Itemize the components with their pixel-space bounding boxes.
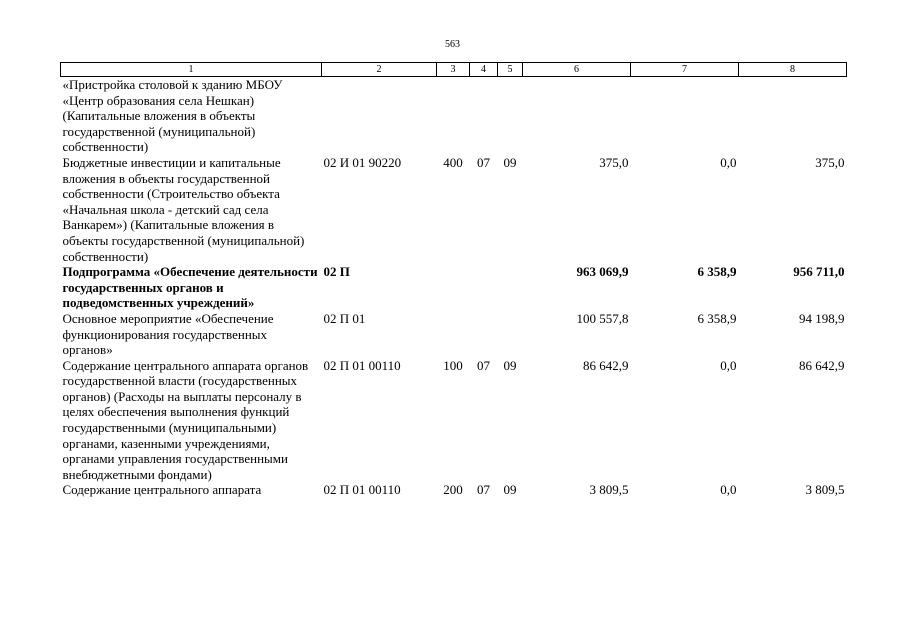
row-code: [322, 77, 437, 155]
table-row: [61, 264, 847, 311]
column-header: 1: [61, 63, 322, 77]
row-amount-regional: 375,0: [815, 154, 845, 170]
row-name: «Пристройка столовой к зданию МБОУ «Центр образования села Нешкан) (Капитальные вложения в объекты государственной (муниципальной) собственности): [62, 77, 283, 155]
row-code: 02 П: [323, 264, 350, 280]
row-amount-federal: 0,0: [720, 154, 737, 170]
table-row: [61, 155, 847, 264]
row-amount-federal: [631, 77, 739, 155]
row-code: 02 И 01 90220: [323, 154, 402, 170]
row-amount-federal: 0,0: [720, 357, 737, 373]
row-section: 07: [477, 357, 490, 373]
row-subsection: 09: [503, 154, 517, 170]
row-amount-federal: 6 358,9: [697, 264, 737, 280]
row-expense-type: [437, 311, 470, 358]
row-section: [470, 264, 498, 311]
row-amount-total: [523, 77, 631, 155]
row-expense-type: [437, 264, 470, 311]
row-amount-total: 100 557,8: [576, 310, 629, 326]
row-name: Подпрограмма «Обеспечение деятельности государственных органов и подведомственных учреждений»: [62, 264, 318, 311]
row-amount-regional: 86 642,9: [799, 357, 845, 373]
row-name: Содержание центрального аппарата: [62, 482, 262, 498]
row-amount-total: 86 642,9: [583, 357, 629, 373]
table-row: [61, 358, 847, 483]
table-row: [61, 482, 847, 498]
row-section: [470, 311, 498, 358]
column-header: 6: [523, 63, 631, 77]
row-expense-type: [437, 77, 470, 155]
row-expense-type: 100: [443, 357, 463, 373]
row-section: [470, 77, 498, 155]
column-header: 7: [631, 63, 739, 77]
column-header: 5: [498, 63, 523, 77]
row-amount-federal: 6 358,9: [697, 310, 737, 326]
page-number: 563: [445, 39, 460, 50]
row-subsection: 09: [503, 357, 517, 373]
row-section: 07: [477, 482, 490, 498]
column-header-row: [61, 63, 847, 77]
row-amount-regional: 94 198,9: [799, 310, 845, 326]
row-expense-type: 200: [443, 482, 463, 498]
column-header: 4: [470, 63, 498, 77]
row-amount-regional: [739, 77, 847, 155]
row-amount-total: 963 069,9: [576, 264, 629, 280]
table-row: [61, 311, 847, 358]
row-code: 02 П 01: [323, 310, 366, 326]
row-amount-total: 375,0: [599, 154, 629, 170]
row-name: Содержание центрального аппарата органов государственной власти (государственных органов) (Расходы на выплаты персоналу в целях обеспечения выполнения функций государственными (муниципальными) органами, казенными учреждениями, органами управления государственными внебюджетными фондами): [62, 357, 309, 482]
budget-table: [60, 62, 847, 498]
row-code: 02 П 01 00110: [323, 482, 401, 498]
row-expense-type: 400: [443, 154, 463, 170]
row-subsection: [498, 77, 523, 155]
column-header: 2: [322, 63, 437, 77]
table-row: [61, 77, 847, 155]
row-amount-regional: 956 711,0: [793, 264, 845, 280]
row-section: 07: [477, 154, 490, 170]
row-name: Основное мероприятие «Обеспечение функционирования государственных органов»: [62, 310, 274, 358]
column-header: 3: [437, 63, 470, 77]
row-subsection: [498, 311, 523, 358]
row-name: Бюджетные инвестиции и капитальные вложения в объекты государственной собственности (Строительство объекта «Начальная школа - детский сад села Ванкарем») (Капитальные вложения в объекты государственной (муниципальной) собственности): [62, 154, 305, 264]
column-header: 8: [739, 63, 847, 77]
row-subsection: 09: [503, 482, 517, 498]
row-amount-total: 3 809,5: [589, 482, 629, 498]
row-subsection: [498, 264, 523, 311]
row-amount-regional: 3 809,5: [805, 482, 845, 498]
row-amount-federal: 0,0: [720, 482, 737, 498]
row-code: 02 П 01 00110: [323, 357, 401, 373]
